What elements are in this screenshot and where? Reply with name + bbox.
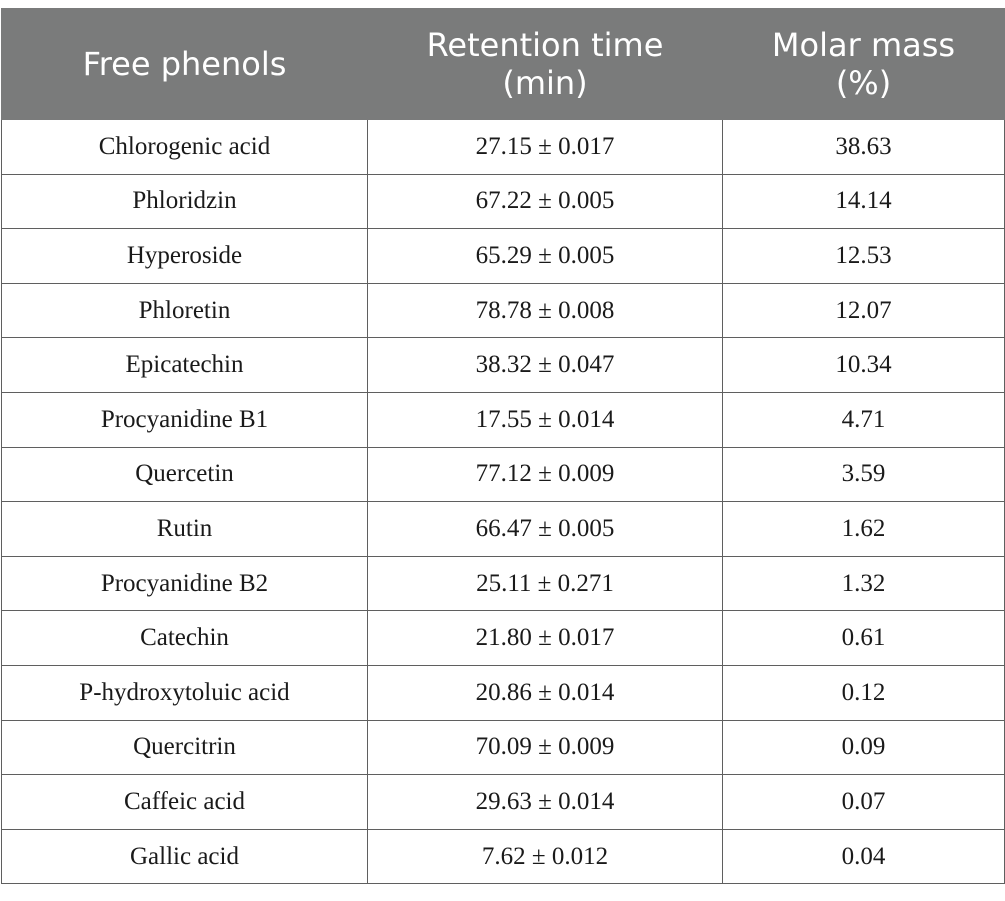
cell-retention: 77.12 ± 0.009	[368, 447, 723, 502]
table-row	[2, 392, 1005, 447]
cell-phenol: Quercitrin	[2, 720, 368, 775]
cell-phenol: P-hydroxytoluic acid	[2, 665, 368, 720]
phenols-table	[1, 8, 1005, 884]
cell-phenol: Gallic acid	[2, 829, 368, 884]
cell-retention: 70.09 ± 0.009	[368, 720, 723, 775]
cell-retention: 29.63 ± 0.014	[368, 775, 723, 830]
table-row	[2, 120, 1005, 175]
cell-phenol: Chlorogenic acid	[2, 120, 368, 175]
cell-molar: 1.62	[723, 502, 1005, 557]
table-row	[2, 283, 1005, 338]
cell-retention: 25.11 ± 0.271	[368, 556, 723, 611]
cell-retention: 67.22 ± 0.005	[368, 174, 723, 229]
table-row	[2, 229, 1005, 284]
cell-phenol: Procyanidine B2	[2, 556, 368, 611]
cell-molar: 0.12	[723, 665, 1005, 720]
table-row	[2, 829, 1005, 884]
cell-molar: 10.34	[723, 338, 1005, 393]
header-free-phenols	[2, 9, 368, 120]
cell-molar: 38.63	[723, 120, 1005, 175]
cell-retention: 17.55 ± 0.014	[368, 392, 723, 447]
header-molar-mass-line1: Molar mass	[771, 26, 956, 64]
cell-molar: 0.04	[723, 829, 1005, 884]
table-row	[2, 611, 1005, 666]
table-row	[2, 720, 1005, 775]
cell-retention: 66.47 ± 0.005	[368, 502, 723, 557]
cell-molar: 12.07	[723, 283, 1005, 338]
cell-phenol: Phloretin	[2, 283, 368, 338]
cell-molar: 0.09	[723, 720, 1005, 775]
header-retention-time-line1: Retention time	[426, 26, 664, 64]
table-row	[2, 338, 1005, 393]
table-row	[2, 174, 1005, 229]
cell-molar: 0.61	[723, 611, 1005, 666]
cell-phenol: Caffeic acid	[2, 775, 368, 830]
header-row	[2, 9, 1005, 120]
cell-retention: 78.78 ± 0.008	[368, 283, 723, 338]
header-molar-mass	[723, 9, 1005, 120]
table-header	[2, 9, 1005, 120]
cell-molar: 1.32	[723, 556, 1005, 611]
cell-phenol: Phloridzin	[2, 174, 368, 229]
table-body	[2, 120, 1005, 884]
cell-retention: 65.29 ± 0.005	[368, 229, 723, 284]
cell-retention: 21.80 ± 0.017	[368, 611, 723, 666]
header-free-phenols-line1: Free phenols	[82, 45, 287, 83]
cell-phenol: Quercetin	[2, 447, 368, 502]
cell-phenol: Rutin	[2, 502, 368, 557]
table-row	[2, 447, 1005, 502]
cell-phenol: Procyanidine B1	[2, 392, 368, 447]
header-retention-time	[368, 9, 723, 120]
header-retention-time-line2: (min)	[502, 64, 588, 102]
cell-retention: 7.62 ± 0.012	[368, 829, 723, 884]
cell-molar: 4.71	[723, 392, 1005, 447]
cell-retention: 38.32 ± 0.047	[368, 338, 723, 393]
cell-phenol: Catechin	[2, 611, 368, 666]
cell-molar: 3.59	[723, 447, 1005, 502]
cell-phenol: Epicatechin	[2, 338, 368, 393]
table-row	[2, 556, 1005, 611]
cell-molar: 12.53	[723, 229, 1005, 284]
cell-retention: 27.15 ± 0.017	[368, 120, 723, 175]
phenols-table-container	[0, 8, 1005, 884]
cell-molar: 14.14	[723, 174, 1005, 229]
cell-phenol: Hyperoside	[2, 229, 368, 284]
table-row	[2, 502, 1005, 557]
table-row	[2, 665, 1005, 720]
table-row	[2, 775, 1005, 830]
header-molar-mass-line2: (%)	[835, 64, 892, 102]
cell-molar: 0.07	[723, 775, 1005, 830]
cell-retention: 20.86 ± 0.014	[368, 665, 723, 720]
